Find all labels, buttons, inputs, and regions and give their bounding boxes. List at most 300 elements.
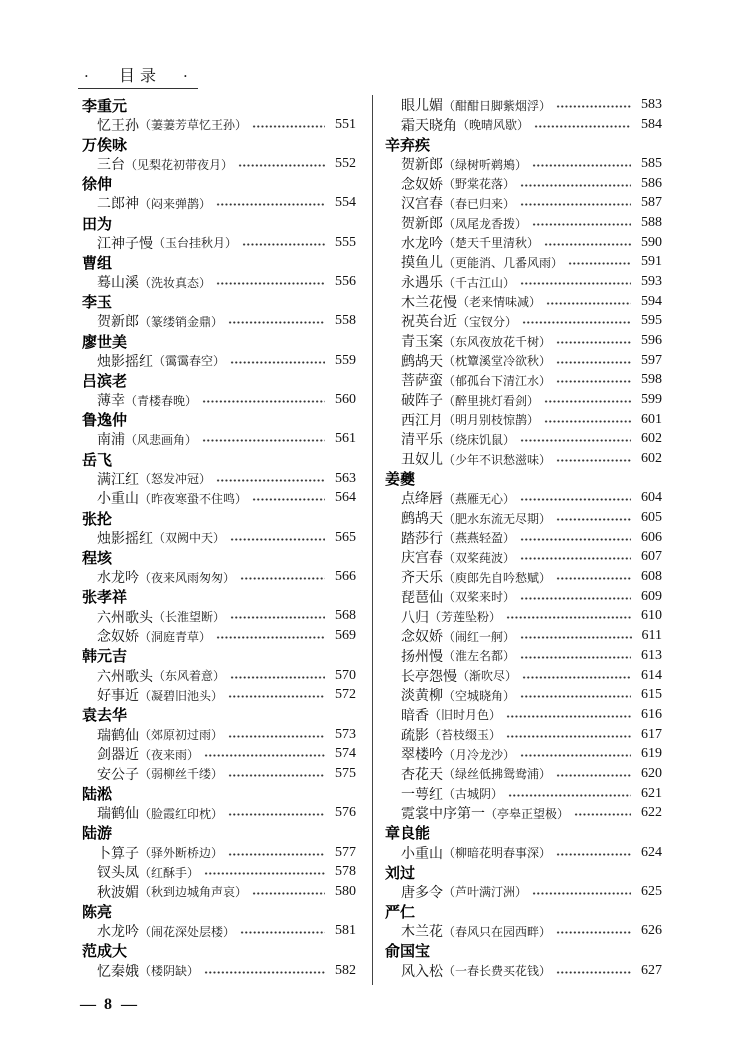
- toc-entry: [82, 390, 356, 410]
- dot-leader: [568, 262, 631, 265]
- toc-author-heading: 辛弃疾: [385, 135, 431, 154]
- toc-entry: [385, 725, 662, 745]
- toc-entry: [385, 430, 662, 450]
- toc-entry-page-number: 576: [335, 805, 356, 821]
- footer-dash-left: —: [80, 996, 96, 1013]
- toc-entry-page-number: 574: [335, 746, 356, 762]
- toc-entry-page-number: 580: [335, 883, 356, 899]
- dot-leader: [242, 243, 325, 246]
- toc-entry-page-number: 615: [641, 687, 662, 703]
- dot-leader: [520, 557, 631, 560]
- dot-leader: [556, 105, 631, 108]
- toc-entry-first-line: （闹红一舸）: [443, 629, 516, 644]
- toc-entry-page-number: 597: [641, 352, 662, 368]
- toc-entry-title: 水龙吟: [97, 924, 139, 941]
- toc-entry: [385, 921, 662, 941]
- header-bullet-left: ·: [84, 67, 89, 85]
- toc-entry: [82, 626, 356, 646]
- toc-author-heading: 李重元: [82, 96, 128, 115]
- toc-entry-title: 好事近: [97, 688, 139, 705]
- toc-entry-title: 贺新郎: [97, 314, 139, 331]
- toc-entry-title: 烛影摇红: [97, 353, 153, 370]
- dot-leader: [520, 184, 631, 187]
- toc-entry-first-line: （洞庭青草）: [139, 629, 212, 644]
- toc-entry-first-line: （芦叶满汀洲）: [443, 885, 528, 900]
- toc-entry-page-number: 605: [641, 510, 662, 526]
- toc-entry-title: 霓裳中序第一: [401, 806, 485, 823]
- toc-entry-page-number: 584: [641, 116, 662, 132]
- toc-entry: [385, 253, 662, 273]
- toc-entry-page-number: 558: [335, 313, 356, 329]
- toc-entry-page-number: 595: [641, 313, 662, 329]
- toc-entry-title: 念奴娇: [97, 629, 139, 646]
- dot-leader: [230, 676, 325, 679]
- toc-author-heading: 李玉: [82, 293, 113, 312]
- toc-entry: [82, 764, 356, 784]
- toc-entry: [385, 154, 662, 174]
- page-title: 目录: [119, 66, 162, 85]
- toc-author-heading: 鲁逸仲: [82, 411, 128, 430]
- toc-entry-first-line: （东风夜放花千树）: [443, 334, 552, 349]
- dot-leader: [240, 577, 325, 580]
- toc-entry-first-line: （夜来雨）: [139, 747, 200, 762]
- toc-entry-title: 长亭怨慢: [401, 668, 457, 685]
- toc-column-right: [385, 95, 662, 980]
- toc-entry-first-line: （月冷龙沙）: [443, 747, 516, 762]
- toc-entry-page-number: 563: [335, 470, 356, 486]
- toc-entry-page-number: 575: [335, 765, 356, 781]
- dot-leader: [202, 400, 325, 403]
- toc-entry: [82, 843, 356, 863]
- toc-author-heading: 陈亮: [82, 903, 113, 922]
- toc-entry-page-number: 619: [641, 746, 662, 762]
- toc-entry-first-line: （醉里挑灯看剑）: [443, 393, 540, 408]
- toc-entry-page-number: 613: [641, 647, 662, 663]
- toc-entry: [82, 154, 356, 174]
- toc-entry-title: 贺新郎: [401, 157, 443, 174]
- dot-leader: [546, 302, 631, 305]
- toc-entry-title: 江神子慢: [97, 235, 153, 252]
- toc-entry: [82, 862, 356, 882]
- toc-entry-page-number: 627: [641, 962, 662, 978]
- toc-entry-title: 小重山: [401, 845, 443, 862]
- dot-leader: [508, 794, 631, 797]
- dot-leader: [520, 282, 631, 285]
- toc-entry-page-number: 617: [641, 726, 662, 742]
- toc-author-heading: 张抡: [82, 509, 113, 528]
- toc-entry-title: 三台: [97, 157, 125, 174]
- dot-leader: [556, 774, 631, 777]
- toc-entry-page-number: 585: [641, 156, 662, 172]
- dot-leader: [204, 872, 325, 875]
- dot-leader: [228, 853, 325, 856]
- toc-entry-title: 扬州慢: [401, 648, 443, 665]
- dot-leader: [230, 538, 325, 541]
- toc-author-heading: 吕滨老: [82, 371, 128, 390]
- toc-entry-title: 霜天晓角: [401, 117, 457, 134]
- toc-entry-title: 钗头凤: [97, 865, 139, 882]
- toc-author-heading: 姜夔: [385, 470, 416, 489]
- toc-entry-first-line: （凤尾龙香拨）: [443, 216, 528, 231]
- toc-entry: [385, 548, 662, 568]
- toc-author-heading: 曹组: [82, 253, 113, 272]
- toc-entry: [82, 272, 356, 292]
- toc-entry-page-number: 604: [641, 490, 662, 506]
- toc-entry-title: 琵琶仙: [401, 589, 443, 606]
- toc-author-heading: 范成大: [82, 942, 128, 961]
- toc-entry-page-number: 586: [641, 175, 662, 191]
- toc-entry: [82, 744, 356, 764]
- toc-entry: [385, 528, 662, 548]
- dot-leader: [544, 400, 631, 403]
- dot-leader: [556, 380, 631, 383]
- toc-entry-first-line: （燕燕轻盈）: [443, 531, 516, 546]
- toc-entry-first-line: （郊原初过雨）: [139, 728, 224, 743]
- header-bullet-right: ·: [183, 67, 188, 85]
- toc-entry-first-line: （双阙中天）: [153, 531, 226, 546]
- toc-entry-page-number: 566: [335, 569, 356, 585]
- dot-leader: [216, 636, 325, 639]
- toc-entry-first-line: （楼阴缺）: [139, 964, 200, 979]
- toc-entry-title: 齐天乐: [401, 570, 443, 587]
- dot-leader: [520, 656, 631, 659]
- toc-entry-title: 卜算子: [97, 845, 139, 862]
- toc-entry-first-line: （洗妆真态）: [139, 275, 212, 290]
- toc-entry-first-line: （双桨来时）: [443, 590, 516, 605]
- toc-entry-first-line: （绿树听鹈鴂）: [443, 157, 528, 172]
- toc-entry-page-number: 583: [641, 97, 662, 113]
- toc-entry-first-line: （春风只在园西畔）: [443, 924, 552, 939]
- toc-entry-page-number: 551: [335, 116, 356, 132]
- toc-entry: [385, 95, 662, 115]
- toc-entry-title: 二郎神: [97, 196, 139, 213]
- toc-entry-title: 踏莎行: [401, 530, 443, 547]
- toc-entry-title: 六州歌头: [97, 609, 153, 626]
- toc-entry-first-line: （明月别枝惊鹊）: [443, 413, 540, 428]
- dot-leader: [520, 597, 631, 600]
- toc-entry-title: 忆秦娥: [97, 963, 139, 980]
- toc-entry-title: 暗香: [401, 707, 429, 724]
- toc-author-heading: 田为: [82, 214, 113, 233]
- toc-entry: [82, 469, 356, 489]
- toc-entry-page-number: 596: [641, 333, 662, 349]
- toc-entry-page-number: 572: [335, 687, 356, 703]
- toc-entry-first-line: （芳莲坠粉）: [429, 609, 502, 624]
- toc-entry: [385, 607, 662, 627]
- toc-entry-title: 秋波媚: [97, 884, 139, 901]
- toc-entry-page-number: 573: [335, 726, 356, 742]
- dot-leader: [520, 203, 631, 206]
- toc-entry-title: 六州歌头: [97, 668, 153, 685]
- toc-entry-page-number: 561: [335, 431, 356, 447]
- toc-entry: [385, 194, 662, 214]
- toc-entry-first-line: （绕床饥鼠）: [443, 432, 516, 447]
- dot-leader: [252, 892, 325, 895]
- toc-entry-title: 小重山: [97, 491, 139, 508]
- dot-leader: [520, 636, 632, 639]
- toc-entry-title: 念奴娇: [401, 176, 443, 193]
- dot-leader: [556, 971, 631, 974]
- dot-leader: [506, 616, 631, 619]
- toc-entry-page-number: 607: [641, 549, 662, 565]
- toc-entry: [82, 115, 356, 135]
- toc-entry-first-line: （晚晴风歇）: [457, 118, 530, 133]
- dot-leader: [230, 616, 325, 619]
- toc-entry-page-number: 594: [641, 293, 662, 309]
- toc-entry-page-number: 570: [335, 667, 356, 683]
- dot-leader: [532, 892, 631, 895]
- toc-entry-title: 永遇乐: [401, 275, 443, 292]
- toc-entry-page-number: 626: [641, 923, 662, 939]
- toc-entry: [82, 312, 356, 332]
- toc-entry: [82, 351, 356, 371]
- toc-entry-first-line: （长淮望断）: [153, 609, 226, 624]
- toc-entry-page-number: 608: [641, 569, 662, 585]
- toc-entry-first-line: （酣酣日脚紫烟浮）: [443, 98, 552, 113]
- toc-entry-first-line: （燕雁无心）: [443, 491, 516, 506]
- toc-entry-title: 眼儿媚: [401, 98, 443, 115]
- toc-entry: [82, 725, 356, 745]
- toc-entry: [82, 882, 356, 902]
- toc-entry-page-number: 582: [335, 962, 356, 978]
- toc-entry-page-number: 606: [641, 529, 662, 545]
- dot-leader: [228, 774, 325, 777]
- toc-entry-first-line: （秋到边城角声哀）: [139, 885, 248, 900]
- toc-entry-title: 鹧鸪天: [401, 353, 443, 370]
- toc-entry-title: 青玉案: [401, 334, 443, 351]
- dot-leader: [534, 125, 631, 128]
- toc-entry-page-number: 601: [641, 411, 662, 427]
- toc-entry: [385, 390, 662, 410]
- toc-entry: [385, 744, 662, 764]
- toc-entry-title: 风入松: [401, 963, 443, 980]
- toc-entry-title: 瑞鹤仙: [97, 806, 139, 823]
- toc-entry-title: 瑞鹤仙: [97, 727, 139, 744]
- toc-entry: [82, 528, 356, 548]
- toc-entry-first-line: （野棠花落）: [443, 177, 516, 192]
- toc-entry: [385, 587, 662, 607]
- toc-entry: [385, 646, 662, 666]
- toc-entry-first-line: （老来情味减）: [457, 295, 542, 310]
- toc-entry-page-number: 598: [641, 372, 662, 388]
- toc-entry: [385, 312, 662, 332]
- toc-entry-first-line: （东风着意）: [153, 669, 226, 683]
- dot-leader: [556, 931, 631, 934]
- toc-entry-title: 八归: [401, 609, 429, 626]
- dot-leader: [574, 813, 631, 816]
- dot-leader: [238, 164, 325, 167]
- toc-author-heading: 岳飞: [82, 450, 113, 469]
- toc-entry-title: 杏花天: [401, 766, 443, 783]
- toc-entry-first-line: （玉台挂秋月）: [153, 236, 238, 251]
- toc-entry-page-number: 587: [641, 195, 662, 211]
- toc-entry: [82, 567, 356, 587]
- dot-leader: [556, 518, 631, 521]
- toc-entry-page-number: 621: [641, 785, 662, 801]
- dot-leader: [216, 479, 325, 482]
- toc-entry: [385, 449, 662, 469]
- dot-leader: [216, 282, 325, 285]
- toc-entry-page-number: 581: [335, 923, 356, 939]
- toc-entry-first-line: （宝钗分）: [457, 314, 518, 329]
- toc-entry-page-number: 556: [335, 274, 356, 290]
- toc-entry-first-line: （闷来弹鹊）: [139, 196, 212, 211]
- toc-entry-page-number: 554: [335, 195, 356, 211]
- toc-author-heading: 陆淞: [82, 785, 113, 804]
- dot-leader: [556, 853, 631, 856]
- dot-leader: [230, 361, 325, 364]
- toc-entry-title: 蓦山溪: [97, 275, 139, 292]
- toc-entry-title: 水龙吟: [401, 235, 443, 252]
- dot-leader: [228, 321, 325, 324]
- toc-author-heading: 俞国宝: [385, 942, 431, 961]
- toc-entry: [385, 292, 662, 312]
- dot-leader: [520, 695, 631, 698]
- toc-entry: [385, 174, 662, 194]
- dot-leader: [216, 203, 325, 206]
- toc-entry: [385, 115, 662, 135]
- toc-entry-first-line: （淮左名都）: [443, 649, 516, 664]
- toc-entry-first-line: （千古江山）: [443, 275, 516, 290]
- toc-entry-page-number: 560: [335, 392, 356, 408]
- toc-author-heading: 韩元吉: [82, 647, 128, 666]
- toc-entry-title: 念奴娇: [401, 629, 443, 646]
- toc-entry-first-line: （绿丝低拂鸳鸯浦）: [443, 767, 552, 782]
- toc-entry-first-line: （凝碧旧池头）: [139, 688, 224, 703]
- toc-entry-title: 烛影摇红: [97, 530, 153, 547]
- page-footer: [80, 994, 137, 1016]
- toc-entry: [82, 489, 356, 509]
- toc-entry-first-line: （霭霭春空）: [153, 354, 226, 369]
- toc-entry: [82, 194, 356, 214]
- toc-entry-title: 点绛唇: [401, 491, 443, 508]
- toc-entry-first-line: （亭皋正望极）: [485, 806, 570, 821]
- toc-column-left: [82, 95, 356, 980]
- toc-entry-page-number: 611: [641, 628, 662, 644]
- dot-leader: [532, 223, 631, 226]
- toc-entry-page-number: 599: [641, 392, 662, 408]
- footer-dash-right: —: [121, 996, 137, 1013]
- dot-leader: [506, 735, 631, 738]
- toc-entry: [385, 626, 662, 646]
- toc-entry-page-number: 590: [641, 234, 662, 250]
- dot-leader: [520, 498, 631, 501]
- toc-entry-page-number: 614: [641, 667, 662, 683]
- toc-entry: [385, 784, 662, 804]
- toc-entry-first-line: （古城阴）: [443, 787, 504, 802]
- toc-entry-first-line: （柳暗花明春事深）: [443, 846, 552, 861]
- toc-entry: [385, 371, 662, 391]
- toc-entry: [385, 351, 662, 371]
- toc-entry: [82, 430, 356, 450]
- toc-entry-title: 薄幸: [97, 393, 125, 410]
- toc-author-heading: 张孝祥: [82, 588, 128, 607]
- toc-entry-title: 庆宫春: [401, 550, 443, 567]
- toc-entry: [385, 410, 662, 430]
- toc-entry: [385, 803, 662, 823]
- toc-entry-first-line: （红酥手）: [139, 865, 200, 880]
- toc-author-heading: 刘过: [385, 863, 416, 882]
- toc-entry-first-line: （旧时月色）: [429, 708, 502, 723]
- dot-leader: [520, 439, 631, 442]
- dot-leader: [556, 459, 631, 462]
- toc-entry-first-line: （郁孤台下清江水）: [443, 373, 552, 388]
- toc-entry-page-number: 625: [641, 883, 662, 899]
- toc-entry-page-number: 620: [641, 765, 662, 781]
- toc-entry-first-line: （一春长费买花钱）: [443, 964, 552, 979]
- dot-leader: [522, 321, 631, 324]
- toc-entry-first-line: （更能消、几番风雨）: [443, 255, 564, 270]
- toc-entry-title: 汉宫春: [401, 196, 443, 213]
- toc-entry-page-number: 552: [335, 156, 356, 172]
- toc-entry-title: 西江月: [401, 412, 443, 429]
- toc-entry: [385, 666, 662, 686]
- toc-author-heading: 严仁: [385, 903, 416, 922]
- toc-entry: [82, 803, 356, 823]
- toc-entry-first-line: （夜来风雨匆匆）: [139, 570, 236, 585]
- dot-leader: [556, 577, 631, 580]
- dot-leader: [204, 971, 325, 974]
- toc-entry-title: 满江红: [97, 471, 139, 488]
- toc-entry: [385, 213, 662, 233]
- toc-entry-page-number: 609: [641, 588, 662, 604]
- toc-entry-page-number: 610: [641, 608, 662, 624]
- toc-entry-title: 贺新郎: [401, 216, 443, 233]
- toc-author-heading: 陆游: [82, 824, 113, 843]
- toc-entry-title: 祝英台近: [401, 314, 457, 331]
- toc-entry-first-line: （双桨莼波）: [443, 550, 516, 565]
- toc-entry-first-line: （昨夜寒蛩不住鸣）: [139, 491, 248, 506]
- toc-entry-first-line: （枕簟溪堂冷欲秋）: [443, 354, 552, 369]
- dot-leader: [202, 439, 325, 442]
- dot-leader: [240, 931, 325, 934]
- toc-entry-title: 木兰花慢: [401, 294, 457, 311]
- toc-entry-title: 菩萨蛮: [401, 373, 443, 390]
- toc-entry-first-line: （怒发冲冠）: [139, 472, 212, 487]
- toc-entry-first-line: （青楼春晚）: [125, 393, 198, 408]
- dot-leader: [252, 125, 325, 128]
- toc-entry: [82, 921, 356, 941]
- toc-entry-page-number: 578: [335, 864, 356, 880]
- toc-entry-first-line: （闹花深处层楼）: [139, 924, 236, 939]
- header-rule: [78, 88, 198, 89]
- toc-entry: [82, 961, 356, 981]
- dot-leader: [252, 498, 325, 501]
- dot-leader: [532, 164, 631, 167]
- dot-leader: [556, 361, 631, 364]
- toc-entry-page-number: 568: [335, 608, 356, 624]
- toc-entry-first-line: （空城晓角）: [443, 688, 516, 703]
- toc-entry-title: 清平乐: [401, 432, 443, 449]
- toc-entry-first-line: （楚天千里清秋）: [443, 236, 540, 251]
- toc-entry-first-line: （萋萋芳草忆王孙）: [139, 118, 248, 133]
- toc-entry-title: 唐多令: [401, 884, 443, 901]
- dot-leader: [228, 695, 325, 698]
- toc-entry-first-line: （庾郎先自吟愁赋）: [443, 570, 552, 585]
- dot-leader: [228, 813, 325, 816]
- toc-entry: [385, 508, 662, 528]
- dot-leader: [520, 538, 631, 541]
- toc-entry-title: 安公子: [97, 766, 139, 783]
- toc-entry-title: 翠楼吟: [401, 747, 443, 764]
- toc-entry: [385, 764, 662, 784]
- toc-entry: [385, 843, 662, 863]
- toc-entry-first-line: （少年不识愁滋味）: [443, 452, 552, 467]
- toc-author-heading: 万俟咏: [82, 135, 128, 154]
- toc-entry-title: 鹧鸪天: [401, 511, 443, 528]
- toc-author-heading: 廖世美: [82, 332, 128, 351]
- toc-entry-title: 忆王孙: [97, 117, 139, 134]
